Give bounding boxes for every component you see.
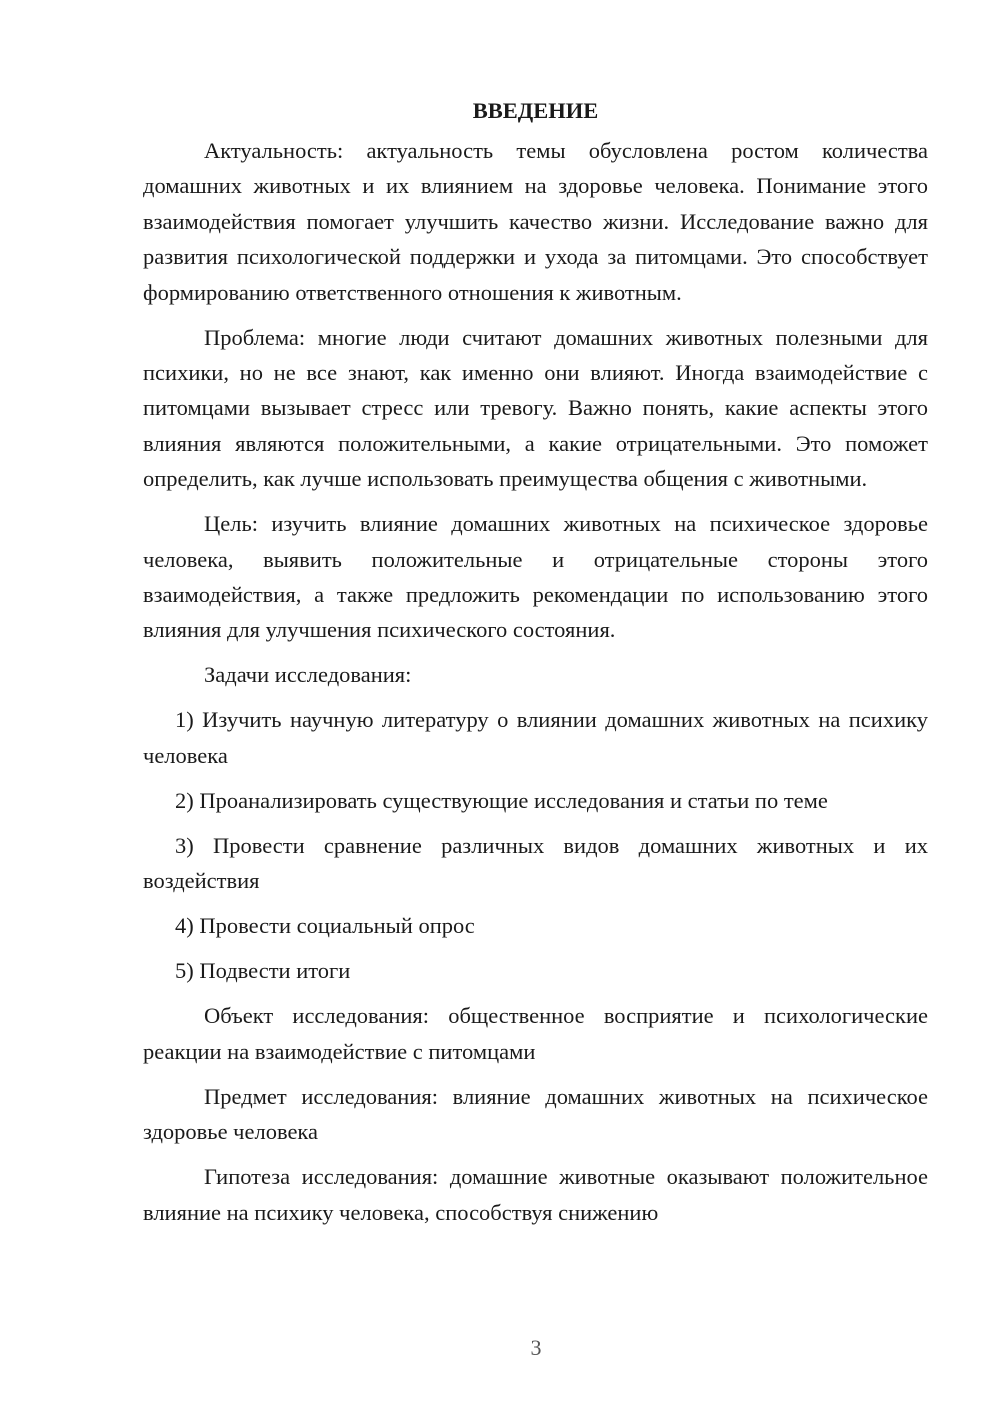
hypothesis-paragraph: Гипотеза исследования: домашние животные оказывают положительное влияние на психику человека, способствуя снижению <box>143 1164 928 1225</box>
problem-paragraph: Проблема: многие люди считают домашних животных полезными для психики, но не все знают, как именно они влияют. Иногда взаимодействие с питомцами вызывает стресс или тревогу. Важно понять, какие аспекты этого влияния являются положительными, а какие отрицательными. Это поможет определить, как лучше использовать преимущества общения с животными. <box>143 324 928 492</box>
subject-paragraph: Предмет исследования: влияние домашних животных на психическое здоровье человека <box>143 1083 928 1145</box>
tasks-title: Задачи исследования: <box>204 662 412 688</box>
list-item: 1) Изучить научную литературу о влиянии домашних животных на психику человека <box>143 707 928 768</box>
list-item: 3) Провести сравнение различных видов домашних животных и их воздействия <box>143 832 928 894</box>
relevance-paragraph: Актуальность: актуальность темы обусловлена ростом количества домашних животных и их влиянием на здоровье человека. Понимание этого взаимодействия помогает улучшить качество жизни. Исследование важно для развития психологической поддержки и ухода за питомцами. Это способствует формированию ответственного отношения к животным. <box>143 138 928 305</box>
list-item: 5) Подвести итоги <box>175 958 351 984</box>
page-content <box>143 96 928 1230</box>
section-heading: ВВЕДЕНИЕ <box>472 98 599 123</box>
goal-paragraph: Цель: изучить влияние домашних животных на психическое здоровье человека, выявить положительные и отрицательные стороны этого взаимодействия, а также предложить рекомендации по использованию этого влияния для улучшения психического состояния. <box>143 511 928 643</box>
list-item: 2) Проанализировать существующие исследования и статьи по теме <box>175 787 828 813</box>
page-number: 3 <box>530 1335 542 1360</box>
list-item: 4) Провести социальный опрос <box>175 913 475 939</box>
object-paragraph: Объект исследования: общественное восприятие и психологические реакции на взаимодействие с питомцами <box>143 1003 928 1064</box>
tasks-list <box>143 702 928 988</box>
